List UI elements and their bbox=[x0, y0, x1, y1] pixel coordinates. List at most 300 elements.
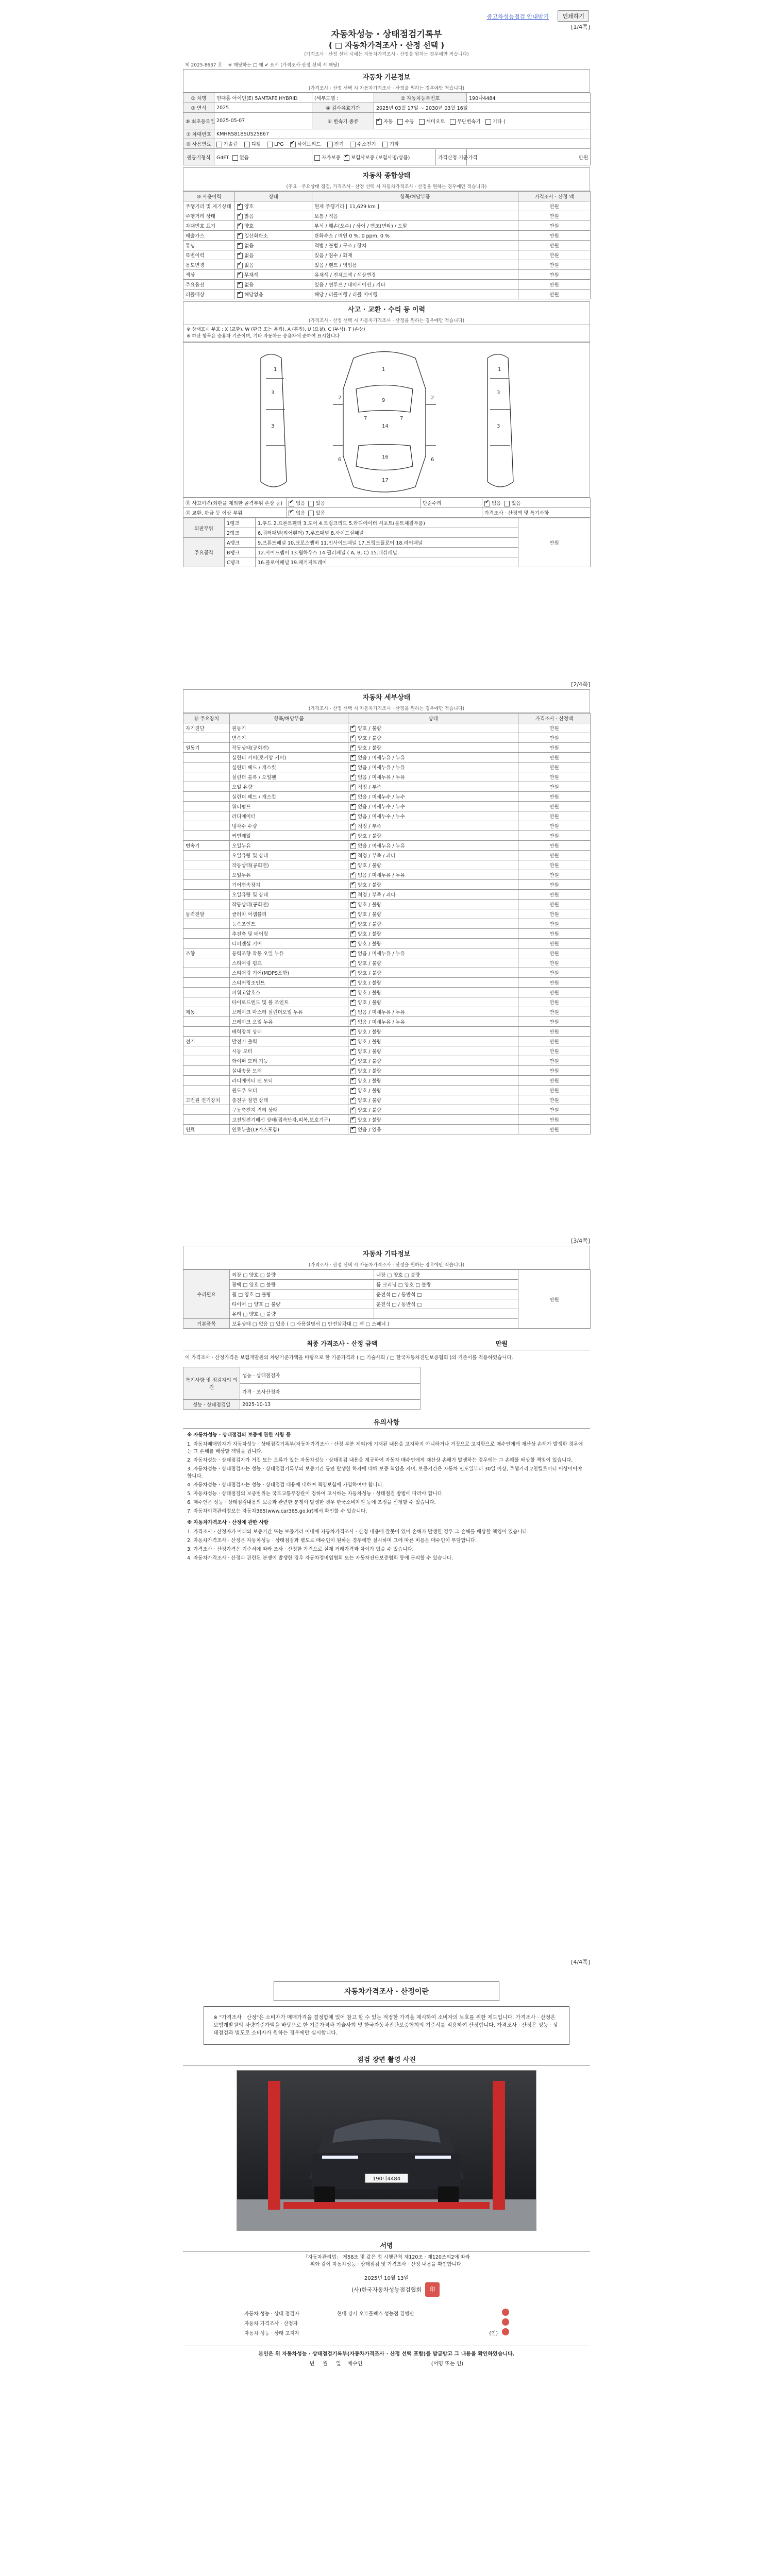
details-row bbox=[183, 1056, 591, 1066]
overall-row-label: 주요옵션 bbox=[183, 280, 235, 290]
checkbox-icon[interactable] bbox=[350, 1039, 356, 1045]
details-row-item: 오일유량 및 상태 bbox=[230, 890, 348, 900]
details-row-price: 만원 bbox=[518, 1115, 591, 1125]
details-row-item: 클러치 어셈블리 bbox=[230, 909, 348, 919]
svg-text:3: 3 bbox=[497, 423, 500, 429]
details-row-group bbox=[183, 1046, 230, 1056]
checkbox-icon[interactable] bbox=[350, 1020, 356, 1025]
details-row-group bbox=[183, 900, 230, 909]
overall-row-detail: 현재 주행거리 [ 11,629 km ] bbox=[312, 201, 518, 211]
reg-no-value: 190나4484 bbox=[467, 93, 591, 103]
inspection-photo bbox=[237, 2070, 536, 2231]
sign-company: (사)한국자동차성능점검협회 bbox=[351, 2286, 422, 2293]
simple-repair-label: 단순수리 bbox=[421, 498, 482, 508]
signer-2-seal bbox=[500, 2318, 531, 2328]
overall-row-detail: 해당 / 리콜이행 / 리콜 미이행 bbox=[312, 290, 518, 299]
checkbox-icon[interactable] bbox=[450, 119, 456, 125]
checkbox-icon[interactable] bbox=[350, 765, 356, 771]
other-group-basic: 기본품목 bbox=[183, 1319, 230, 1329]
details-row bbox=[183, 811, 591, 821]
note-item: 3. 가격조사 · 산정가격은 기준서에 따라 조사 · 산정한 가격으로 실제 거래가격과 차이가 있을 수 있습니다. bbox=[187, 1547, 414, 1552]
checkbox-icon[interactable] bbox=[350, 1069, 356, 1074]
checkbox-icon[interactable] bbox=[327, 142, 333, 147]
details-row-price: 만원 bbox=[518, 978, 591, 988]
checkbox-icon[interactable] bbox=[350, 775, 356, 781]
price-inspector-label: 가격 · 조사산정자 bbox=[240, 1383, 421, 1400]
page-2 bbox=[183, 680, 590, 1221]
details-row bbox=[183, 1095, 591, 1105]
checkbox-icon[interactable] bbox=[237, 253, 243, 259]
details-row-item: 냉각수 수량 bbox=[230, 821, 348, 831]
details-row-group bbox=[183, 1056, 230, 1066]
other-row: 룸 크리닝 □ 양호 □ 불량 bbox=[374, 1280, 518, 1290]
details-row-group: 원동기 bbox=[183, 743, 230, 753]
signer-3-seal bbox=[500, 2328, 531, 2337]
checkbox-icon[interactable] bbox=[289, 511, 294, 516]
checkbox-icon[interactable] bbox=[237, 273, 243, 278]
overall-row-state: ✔ 해당없음 bbox=[235, 290, 312, 299]
car-name-label: ① 차명 bbox=[183, 93, 214, 103]
details-row-item: 라디에이터 bbox=[230, 811, 348, 821]
details-row-item: 충전구 절연 상태 bbox=[230, 1095, 348, 1105]
first-reg-label: ⑤ 최초등록일 bbox=[183, 113, 214, 129]
signer-3-seal-label: (인) bbox=[489, 2330, 498, 2336]
details-row-price: 만원 bbox=[518, 1105, 591, 1115]
details-row-group bbox=[183, 851, 230, 860]
buyer-confirm bbox=[183, 2346, 590, 2367]
details-row-item: 발전기 출력 bbox=[230, 1037, 348, 1046]
notes-list bbox=[187, 1441, 586, 1515]
details-row bbox=[183, 1027, 591, 1037]
svg-text:17: 17 bbox=[382, 478, 389, 483]
checkbox-icon[interactable] bbox=[350, 142, 356, 147]
checkbox-icon[interactable] bbox=[232, 155, 238, 161]
damage-legend bbox=[183, 325, 590, 342]
checkbox-icon[interactable] bbox=[344, 155, 349, 161]
details-title: 자동차 세부상태 bbox=[183, 689, 590, 704]
details-row-item: 연료누출(LP가스포함) bbox=[230, 1125, 348, 1134]
other-group-repair: 수리필요 bbox=[183, 1270, 230, 1319]
details-row bbox=[183, 948, 591, 958]
details-row bbox=[183, 792, 591, 802]
checkbox-icon[interactable] bbox=[350, 1010, 356, 1015]
overall-row bbox=[183, 290, 591, 299]
details-row-price: 만원 bbox=[518, 1017, 591, 1027]
checkbox-icon[interactable] bbox=[350, 1059, 356, 1064]
checkbox-icon[interactable] bbox=[376, 119, 382, 125]
price-basis-unit: 만원 bbox=[467, 149, 591, 165]
overall-row-label: 튜닝 bbox=[183, 241, 235, 250]
price-basis-label: 가격산정 기준가격 bbox=[436, 149, 467, 165]
overall-row-price: 만원 bbox=[518, 241, 591, 250]
legend-line-2: ※ 하단 항목은 승용차 기준이며, 기타 자동차는 승용차에 준하여 표시합니다 bbox=[187, 334, 340, 339]
checkbox-icon[interactable] bbox=[350, 1098, 356, 1104]
overall-row-label: 주행거리 및 계기상태 bbox=[183, 201, 235, 211]
overall-table bbox=[183, 191, 591, 299]
checkbox-icon[interactable] bbox=[350, 961, 356, 967]
checkbox-icon[interactable] bbox=[382, 142, 388, 147]
checkbox-icon[interactable] bbox=[350, 785, 356, 790]
overall-row-label: 용도변경 bbox=[183, 260, 235, 270]
basic-info-table bbox=[183, 93, 591, 165]
checkbox-icon[interactable] bbox=[484, 501, 490, 506]
svg-text:3: 3 bbox=[497, 390, 500, 396]
overall-row bbox=[183, 201, 591, 211]
checkbox-icon[interactable] bbox=[350, 755, 356, 761]
checkbox-icon[interactable] bbox=[308, 511, 314, 516]
details-row-state: ✔ 양호 / 불량 bbox=[348, 929, 518, 939]
details-row-price: 만원 bbox=[518, 1066, 591, 1076]
details-row-state: ✔ 양호 / 불량 bbox=[348, 1076, 518, 1086]
details-col-item: 항목/해당부품 bbox=[230, 714, 348, 723]
overall-row bbox=[183, 250, 591, 260]
svg-text:3: 3 bbox=[271, 390, 275, 396]
details-row-state: ✔ 없음 / 미세누유 / 누유 bbox=[348, 753, 518, 762]
details-row-state: ✔ 없음 / 미세누유 / 누유 bbox=[348, 948, 518, 958]
details-row-item: 기어변속장치 bbox=[230, 880, 348, 890]
checkbox-icon[interactable] bbox=[308, 501, 314, 506]
details-row-state: ✔ 없음 / 미세누수 / 누수 bbox=[348, 802, 518, 811]
checkbox-icon[interactable] bbox=[350, 843, 356, 849]
overall-row-state: ✔ 없음 bbox=[235, 260, 312, 270]
details-row bbox=[183, 1007, 591, 1017]
vin-label: ⑦ 차대번호 bbox=[183, 129, 214, 139]
details-row-state: ✔ 양호 / 불량 bbox=[348, 900, 518, 909]
checkbox-icon[interactable] bbox=[237, 214, 243, 219]
details-row-state: ✔ 양호 / 불량 bbox=[348, 723, 518, 733]
details-row-state: ✔ 양호 / 불량 bbox=[348, 1027, 518, 1037]
details-row-group bbox=[183, 821, 230, 831]
sign-title: 서명 bbox=[183, 2240, 590, 2252]
overall-row-state: ✔ 없음 bbox=[235, 280, 312, 290]
overall-row-price: 만원 bbox=[518, 201, 591, 211]
details-row-state: ✔ 없음 / 미세누수 / 누수 bbox=[348, 811, 518, 821]
checkbox-icon[interactable] bbox=[350, 971, 356, 976]
details-row bbox=[183, 821, 591, 831]
price-info-text: ※ "가격조사 · 산정"은 소비자가 매매가격을 결정함에 있어 참고 할 수 있는 적정한 가격을 제시하여 소비자의 보호를 위한 제도입니다. 가격조사 · 산정은 보험개발원의 차량기준가액을 바탕으로 한 기준가격과 기술사회 및 한국자동차진단보증협회의 기준서를 적용하여 산정합니다. 가격조사 · 산정은 성능 · 상태점검과 별도로 소비자가 원하는 경우에만 실시합니다. bbox=[204, 2006, 569, 2045]
details-row-state: ✔ 없음 / 미세누유 / 누유 bbox=[348, 841, 518, 851]
details-row bbox=[183, 1066, 591, 1076]
details-row-group bbox=[183, 978, 230, 988]
details-row-state: ✔ 양호 / 불량 bbox=[348, 1115, 518, 1125]
rank1-name: 1랭크 bbox=[225, 518, 256, 528]
warranty-options: 자가보증 ✔ 보험사보증 (보험사명/상품) bbox=[312, 149, 436, 165]
details-row-item: 스티어링 펌프 bbox=[230, 958, 348, 968]
basic-items-row: 보유상태 □ 없음 □ 있음 ( □ 사용설명서 □ 안전삼각대 □ 잭 □ 스패너 ) bbox=[230, 1319, 518, 1329]
other-row: 휠 □ 양호 □ 불량 bbox=[230, 1290, 374, 1299]
checkbox-icon[interactable] bbox=[350, 1078, 356, 1084]
details-row-price: 만원 bbox=[518, 841, 591, 851]
details-row-item: 실린더 블록 / 오일팬 bbox=[230, 772, 348, 782]
checkbox-icon[interactable] bbox=[350, 883, 356, 888]
details-row-state: ✔ 양호 / 불량 bbox=[348, 968, 518, 978]
details-row-group bbox=[183, 1115, 230, 1125]
details-row-group bbox=[183, 1027, 230, 1037]
checkbox-icon[interactable] bbox=[350, 1127, 356, 1133]
document-title: 자동차성능 · 상태점검기록부 bbox=[331, 29, 442, 40]
note-item: 1. 가격조사 · 산정자가 아래의 보증기간 또는 보증거리 이내에 자동차가격조사 · 산정 내용에 잘못이 있어 손해가 발생한 경우 그 손해를 배상할 책임이 있습니다. bbox=[187, 1529, 529, 1535]
details-row-price: 만원 bbox=[518, 1125, 591, 1134]
overall-col-state: 상태 bbox=[235, 192, 312, 201]
checkbox-icon[interactable] bbox=[350, 853, 356, 859]
details-row-state: ✔ 적정 / 부족 / 과다 bbox=[348, 890, 518, 900]
checkbox-icon[interactable] bbox=[350, 745, 356, 751]
details-row-state: ✔ 양호 / 불량 bbox=[348, 1056, 518, 1066]
details-row-price: 만원 bbox=[518, 948, 591, 958]
svg-text:1: 1 bbox=[274, 367, 277, 372]
checkbox-icon[interactable] bbox=[350, 902, 356, 908]
details-row bbox=[183, 733, 591, 743]
details-table bbox=[183, 713, 591, 1134]
details-row-price: 만원 bbox=[518, 997, 591, 1007]
print-button[interactable]: 인쇄하기 bbox=[558, 10, 589, 22]
details-row-state: ✔ 양호 / 불량 bbox=[348, 1037, 518, 1046]
details-row bbox=[183, 968, 591, 978]
signer-1-role: 자동차 성능 · 상태 점검자 bbox=[244, 2311, 299, 2317]
checkbox-icon[interactable] bbox=[350, 1108, 356, 1113]
details-row bbox=[183, 919, 591, 929]
details-row-state: ✔ 없음 / 있음 bbox=[348, 1125, 518, 1134]
svg-text:1: 1 bbox=[382, 367, 385, 372]
details-row-item: 브레이크 마스터 실린더오일 누유 bbox=[230, 1007, 348, 1017]
overall-row-price: 만원 bbox=[518, 231, 591, 241]
details-row-state: ✔ 양호 / 불량 bbox=[348, 909, 518, 919]
legend-line-1: ※ 상태표시 부호 : X (교환), W (판금 또는 용접), A (흠집), U (요철), C (부식), T (손상) bbox=[187, 327, 365, 332]
other-row: 유리 □ 양호 □ 불량 bbox=[230, 1309, 374, 1319]
seal-icon bbox=[502, 2318, 509, 2326]
details-row-price: 만원 bbox=[518, 988, 591, 997]
note-item: 4. 자동차성능 · 상태점검자는 성능 · 상태점검 내용에 대하여 책임보험에 가입하여야 합니다. bbox=[187, 1482, 384, 1488]
details-row-item: 고전원전기배선 상태(접속단자,피복,보호기구) bbox=[230, 1115, 348, 1125]
details-row bbox=[183, 1115, 591, 1125]
checkbox-icon[interactable] bbox=[350, 863, 356, 869]
notes-list-2 bbox=[187, 1529, 586, 1562]
svg-text:9: 9 bbox=[382, 398, 385, 403]
page-number: [3/4쪽] bbox=[571, 1238, 590, 1244]
final-price-unit: 만원 bbox=[495, 1340, 508, 1347]
checkbox-icon[interactable] bbox=[350, 736, 356, 741]
checkbox-icon[interactable] bbox=[350, 804, 356, 810]
details-row bbox=[183, 997, 591, 1007]
c-rank-items: 16.플로어패널 19.패키지트레이 bbox=[256, 557, 518, 567]
details-row-state: ✔ 없음 / 미세누유 / 누유 bbox=[348, 772, 518, 782]
checkbox-icon[interactable] bbox=[350, 951, 356, 957]
checkbox-icon[interactable] bbox=[350, 1000, 356, 1006]
document-note: (가격조사 · 산정 선택 시에는 자동차가격조사 · 산정을 원하는 경우에만 적습니다) bbox=[304, 52, 469, 57]
rank2-name: 2랭크 bbox=[225, 528, 256, 538]
basic-info-note: (가격조사 · 산정 선택 시 자동차가격조사 · 산정을 원하는 경우에만 적습니다) bbox=[183, 83, 590, 93]
valid-value: 2025년 03월 17일 ~ 2030년 03월 16일 bbox=[374, 103, 591, 113]
overall-row-state: ✔ 양호 bbox=[235, 221, 312, 231]
first-reg-value: 2025-05-07 bbox=[214, 113, 312, 129]
checkbox-icon[interactable] bbox=[350, 931, 356, 937]
checkbox-icon[interactable] bbox=[244, 142, 250, 147]
checkbox-icon[interactable] bbox=[350, 834, 356, 839]
details-row-state: ✔ 양호 / 불량 bbox=[348, 1046, 518, 1056]
checkbox-icon[interactable] bbox=[350, 1088, 356, 1094]
c-rank-name: C랭크 bbox=[225, 557, 256, 567]
details-row bbox=[183, 880, 591, 890]
overall-title: 자동차 종합상태 bbox=[183, 167, 590, 182]
a-rank-name: A랭크 bbox=[225, 538, 256, 548]
details-row-group bbox=[183, 880, 230, 890]
details-row-price: 만원 bbox=[518, 762, 591, 772]
checkbox-icon[interactable] bbox=[350, 824, 356, 829]
details-row-group: 자기진단 bbox=[183, 723, 230, 733]
checkbox-icon[interactable] bbox=[350, 912, 356, 918]
details-row-price: 만원 bbox=[518, 900, 591, 909]
details-row-item: 윈도우 모터 bbox=[230, 1086, 348, 1095]
checkbox-icon[interactable] bbox=[350, 892, 356, 898]
checkbox-icon[interactable] bbox=[237, 204, 243, 210]
page-3 bbox=[183, 1236, 590, 1947]
page-4 bbox=[183, 1958, 590, 2561]
checkbox-icon[interactable] bbox=[237, 282, 243, 288]
details-row-item: 구동축전지 격리 상태 bbox=[230, 1105, 348, 1115]
checkbox-icon[interactable] bbox=[350, 726, 356, 732]
overall-row-state: ✔ 없음 bbox=[235, 250, 312, 260]
details-row-price: 만원 bbox=[518, 831, 591, 841]
details-row-state: ✔ 양호 / 불량 bbox=[348, 1066, 518, 1076]
details-row-state: ✔ 없음 / 미세누유 / 누유 bbox=[348, 762, 518, 772]
signer-1-seal bbox=[500, 2308, 531, 2318]
checkbox-icon[interactable] bbox=[237, 224, 243, 229]
checkbox-icon[interactable] bbox=[237, 233, 243, 239]
checkbox-icon[interactable] bbox=[350, 980, 356, 986]
svg-text:7: 7 bbox=[364, 416, 367, 421]
motor-value: G4FT 없음 bbox=[214, 149, 312, 165]
checkbox-icon[interactable] bbox=[267, 142, 273, 147]
overall-row-price: 만원 bbox=[518, 290, 591, 299]
checkbox-icon[interactable] bbox=[350, 990, 356, 996]
inspection-guide-link[interactable]: 중고차성능점검 안내받기 bbox=[486, 13, 549, 20]
details-row-price: 만원 bbox=[518, 1056, 591, 1066]
checkbox-icon[interactable] bbox=[350, 1029, 356, 1035]
overall-row-price: 만원 bbox=[518, 280, 591, 290]
details-row bbox=[183, 772, 591, 782]
details-row-state: ✔ 적정 / 부족 / 과다 bbox=[348, 851, 518, 860]
other-title: 자동차 기타정보 bbox=[183, 1246, 590, 1260]
overall-row bbox=[183, 260, 591, 270]
details-row-state: ✔ 양호 / 불량 bbox=[348, 743, 518, 753]
checkbox-icon[interactable] bbox=[350, 873, 356, 878]
details-row-item: 원동기 bbox=[230, 723, 348, 733]
checkbox-icon[interactable] bbox=[216, 142, 222, 147]
other-note: (가격조사 · 산정 선택 시 자동차가격조사 · 산정을 원하는 경우에만 적습니다) bbox=[183, 1260, 590, 1269]
b-rank-items: 12.사이드멤버 13.휠하우스 14.필러패널 ( A, B, C) 15.대쉬패널 bbox=[256, 548, 518, 557]
details-row-price: 만원 bbox=[518, 723, 591, 733]
overall-row-state: ✔ 많음 bbox=[235, 211, 312, 221]
details-row-price: 만원 bbox=[518, 802, 591, 811]
details-row-state: ✔ 양호 / 불량 bbox=[348, 880, 518, 890]
sign-text-2: 위와 같이 자동차성능 · 상태점검 및 가격조사 · 산정 내용을 확인합니다. bbox=[310, 2262, 463, 2267]
checkbox-icon[interactable] bbox=[314, 155, 320, 161]
overall-row-label: 주행거리 상태 bbox=[183, 211, 235, 221]
checkbox-icon[interactable] bbox=[289, 501, 294, 506]
details-row-item: 디퍼렌셜 기어 bbox=[230, 939, 348, 948]
overall-row-detail: 있음 / 침수 / 화재 bbox=[312, 250, 518, 260]
details-row bbox=[183, 890, 591, 900]
details-row-group bbox=[183, 782, 230, 792]
details-row bbox=[183, 1125, 591, 1134]
rank2-items: 6.쿼터패널(리어휀더) 7.루프패널 8.사이드실패널 bbox=[256, 528, 518, 538]
details-row-price: 만원 bbox=[518, 909, 591, 919]
details-row bbox=[183, 1105, 591, 1115]
other-row: 운전석 □ / 동반석 □ bbox=[374, 1290, 518, 1299]
details-row-state: ✔ 양호 / 불량 bbox=[348, 831, 518, 841]
checkbox-icon[interactable] bbox=[419, 119, 425, 125]
details-row-group bbox=[183, 802, 230, 811]
notes-subtitle: ※ 자동차성능 · 상태점검의 보증에 관한 사항 등 bbox=[187, 1432, 291, 1438]
details-row bbox=[183, 860, 591, 870]
inspection-date-label: 성능 · 상태점검일 bbox=[183, 1400, 240, 1410]
details-row-group bbox=[183, 811, 230, 821]
details-row bbox=[183, 870, 591, 880]
details-row-group bbox=[183, 997, 230, 1007]
checkbox-icon[interactable] bbox=[350, 814, 356, 820]
checkbox-icon[interactable] bbox=[504, 501, 510, 506]
note-item: 7. 자동차이력관리정보는 자동차365(www.car365.go.kr)에서 확인할 수 있습니다. bbox=[187, 1509, 367, 1514]
details-row bbox=[183, 909, 591, 919]
details-row-price: 만원 bbox=[518, 1027, 591, 1037]
details-row-price: 만원 bbox=[518, 1037, 591, 1046]
trans-options: ✔ 자동 수동 세미오토 무단변속기 기타 ( bbox=[374, 113, 591, 129]
checkbox-icon[interactable] bbox=[350, 794, 356, 800]
details-row-item: 실린더 헤드 / 개스킷 bbox=[230, 762, 348, 772]
motor-label: 원동기형식 bbox=[183, 149, 214, 165]
details-row-item: 동력조향 작동 오일 누유 bbox=[230, 948, 348, 958]
trans-label: ⑥ 변속기 종류 bbox=[312, 113, 374, 129]
svg-text:7: 7 bbox=[400, 416, 404, 421]
checkbox-icon[interactable] bbox=[350, 1117, 356, 1123]
other-row bbox=[374, 1309, 518, 1319]
details-row-item: 스티어링조인트 bbox=[230, 978, 348, 988]
checkbox-icon[interactable] bbox=[350, 922, 356, 927]
details-row bbox=[183, 939, 591, 948]
details-row-item: 오일누유 bbox=[230, 841, 348, 851]
checkbox-icon[interactable] bbox=[237, 243, 243, 249]
details-row bbox=[183, 900, 591, 909]
details-row-item: 라디에이터 팬 모터 bbox=[230, 1076, 348, 1086]
inspector-label: 성능 · 상태점검자 bbox=[240, 1367, 421, 1384]
details-row-group bbox=[183, 753, 230, 762]
details-row-price: 만원 bbox=[518, 870, 591, 880]
checkbox-icon[interactable] bbox=[350, 941, 356, 947]
car-name-value: 현대홈 아이언(E) 5AMTAFE HYBRID bbox=[214, 93, 312, 103]
overall-row-state: ✔ 일산화탄소 bbox=[235, 231, 312, 241]
document-number: 제 2025-8637 호 ※ 해당하는 □ 에 ✔ 표시 (가격조사·산정 선택 시 해당) bbox=[185, 63, 340, 68]
year-label: ③ 연식 bbox=[183, 103, 214, 113]
details-row-group: 연료 bbox=[183, 1125, 230, 1134]
checkbox-icon[interactable] bbox=[237, 263, 243, 268]
overall-row-detail: 탄화수소 / 매연 0 %, 0 ppm, 0 % bbox=[312, 231, 518, 241]
checkbox-icon[interactable] bbox=[350, 1049, 356, 1055]
note-item: 2. 자동차성능 · 상태점검자가 거짓 또는 오류가 있는 자동차성능 · 상태점검 내용을 제공하여 자동차 매수인에게 재산상 손해가 발생하는 경우에는 그 손해를 배상할 책임이 있습니다. bbox=[187, 1458, 573, 1463]
checkbox-icon[interactable] bbox=[237, 292, 243, 298]
checkbox-icon[interactable] bbox=[290, 142, 296, 147]
details-row bbox=[183, 978, 591, 988]
details-row bbox=[183, 831, 591, 841]
signer-3-role: 자동차 성능 · 상태 고지자 bbox=[244, 2330, 299, 2336]
details-row-group bbox=[183, 1105, 230, 1115]
checkbox-icon[interactable] bbox=[485, 119, 491, 125]
details-row-price: 만원 bbox=[518, 939, 591, 948]
checkbox-icon[interactable] bbox=[397, 119, 403, 125]
other-price-unit: 만원 bbox=[518, 1270, 591, 1329]
damage-note: (가격조사 · 산정 선택 시 자동차가격조사 · 산정을 원하는 경우에만 적습니다) bbox=[183, 316, 590, 325]
overall-row-price: 만원 bbox=[518, 260, 591, 270]
overall-row-label: 차대번호 표기 bbox=[183, 221, 235, 231]
